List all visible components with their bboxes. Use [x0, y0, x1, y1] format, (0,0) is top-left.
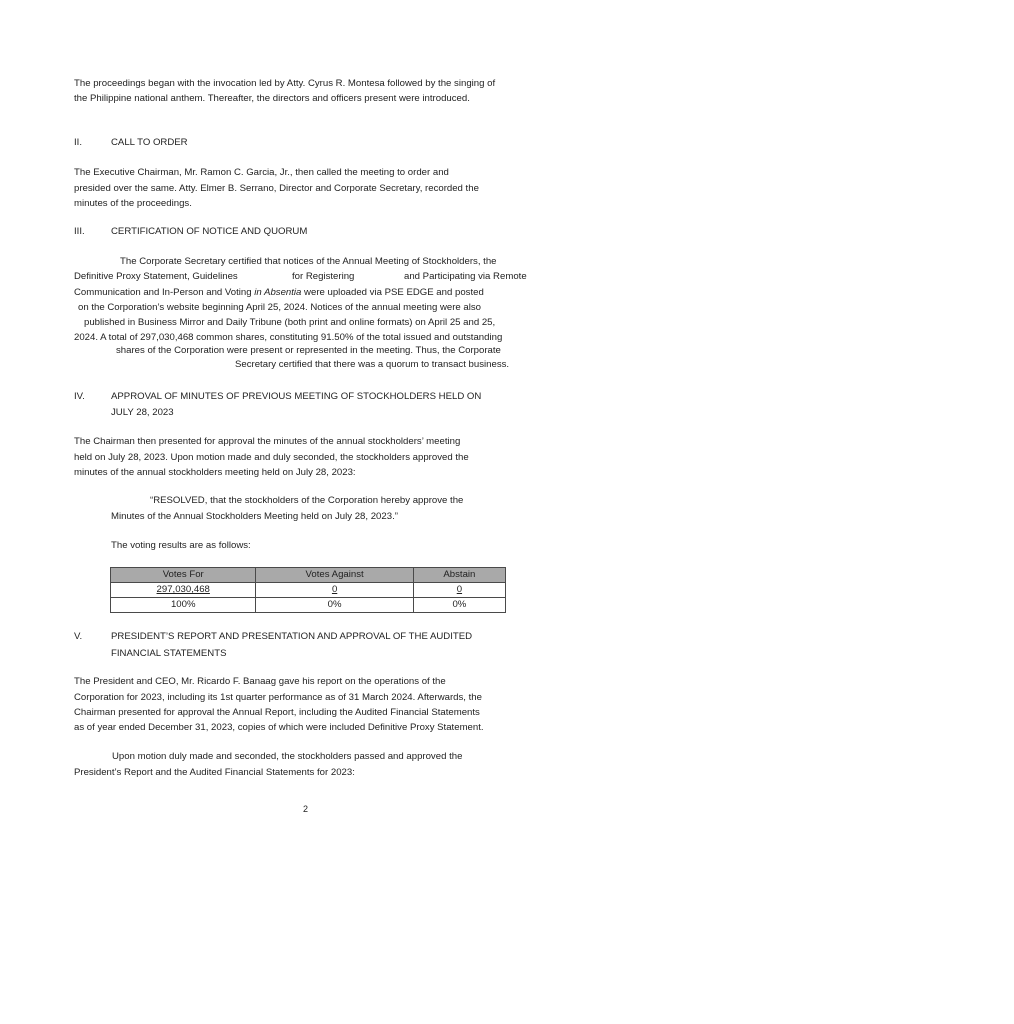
section-5-line: as of year ended December 31, 2023, copies of which were included Definitive Proxy Statement.: [74, 722, 484, 733]
section-5-para2-line-2: President’s Report and the Audited Financial Statements for 2023:: [74, 767, 355, 778]
votes-against-percent: 0%: [256, 598, 413, 613]
votes-for-percent: 100%: [111, 598, 256, 613]
section-5-number: V.: [74, 631, 83, 642]
section-2-line: presided over the same. Atty. Elmer B. Serrano, Director and Corporate Secretary, recorded the: [74, 183, 479, 194]
section-3-italic-text: in Absentia: [254, 287, 302, 298]
section-3-line: shares of the Corporation were present or represented in the meeting. Thus, the Corporate: [116, 345, 501, 356]
column-header-votes-against: Votes Against: [256, 568, 413, 583]
section-3-line: [74, 285, 484, 301]
section-3-line: The Corporate Secretary certified that notices of the Annual Meeting of Stockholders, the: [120, 256, 497, 267]
section-2-title: CALL TO ORDER: [111, 137, 188, 148]
abstain-percent: 0%: [413, 598, 505, 613]
section-3-line-segment: for Registering: [292, 271, 355, 282]
section-2-line: minutes of the proceedings.: [74, 198, 192, 209]
column-header-votes-for: Votes For: [111, 568, 256, 583]
column-header-abstain: Abstain: [413, 568, 505, 583]
votes-against-count: 0: [331, 584, 338, 595]
intro-line-1: The proceedings began with the invocation led by Atty. Cyrus R. Montesa followed by the singing of: [74, 78, 496, 89]
section-5-title-line-1: PRESIDENT’S REPORT AND PRESENTATION AND APPROVAL OF THE AUDITED: [111, 631, 473, 642]
table-row: [111, 598, 506, 613]
table-row: [111, 583, 506, 598]
section-4-number: IV.: [74, 391, 85, 402]
section-2-number: II.: [74, 137, 82, 148]
section-5-line: The President and CEO, Mr. Ricardo F. Banaag gave his report on the operations of the: [74, 676, 446, 687]
section-5-line: Corporation for 2023, including its 1st quarter performance as of 31 March 2024. Afterwards, the: [74, 692, 482, 703]
resolution-line-2: Minutes of the Annual Stockholders Meeting held on July 28, 2023.”: [111, 511, 398, 522]
votes-for-count: 297,030,468: [156, 584, 210, 595]
table-cell: [111, 583, 256, 598]
section-5-title-line-2: FINANCIAL STATEMENTS: [111, 648, 227, 659]
table-cell: [256, 583, 413, 598]
section-5-line: Chairman presented for approval the Annual Report, including the Audited Financial Statements: [74, 707, 480, 718]
abstain-count: 0: [456, 584, 463, 595]
section-3-line-segment: Definitive Proxy Statement, Guidelines: [74, 271, 238, 282]
resolution-line-1: “RESOLVED, that the stockholders of the Corporation hereby approve the: [150, 495, 464, 506]
section-4-line: held on July 28, 2023. Upon motion made and duly seconded, the stockholders approved the: [74, 452, 469, 463]
section-3-number: III.: [74, 226, 85, 237]
table-cell: [413, 583, 505, 598]
section-4-title-line-2: JULY 28, 2023: [111, 407, 174, 418]
section-5-para2-line-1: Upon motion duly made and seconded, the stockholders passed and approved the: [112, 751, 463, 762]
section-3-line: on the Corporation’s website beginning April 25, 2024. Notices of the annual meeting were also: [78, 302, 482, 313]
section-3-line: 2024. A total of 297,030,468 common shares, constituting 91.50% of the total issued and outstanding: [74, 332, 503, 343]
section-3-line: published in Business Mirror and Daily Tribune (both print and online formats) on April 25 and 25,: [84, 317, 496, 328]
table-header-row: [111, 568, 506, 583]
section-4-line: minutes of the annual stockholders meeting held on July 28, 2023:: [74, 467, 356, 478]
section-3-text: Communication and In-Person and Voting: [74, 287, 255, 298]
section-3-text: were uploaded via PSE EDGE and posted: [301, 287, 484, 298]
section-4-line: The Chairman then presented for approval the minutes of the annual stockholders’ meeting: [74, 436, 461, 447]
voting-results-intro: The voting results are as follows:: [111, 540, 251, 551]
section-3-line-segment: and Participating via Remote: [404, 271, 527, 282]
intro-line-2: the Philippine national anthem. Thereafter, the directors and officers present were introduced.: [74, 93, 470, 104]
section-3-title: CERTIFICATION OF NOTICE AND QUORUM: [111, 226, 308, 237]
page-number: 2: [303, 804, 309, 814]
voting-results-table: [110, 567, 506, 613]
section-4-title-line-1: APPROVAL OF MINUTES OF PREVIOUS MEETING OF STOCKHOLDERS HELD ON: [111, 391, 482, 402]
section-3-line: Secretary certified that there was a quorum to transact business.: [235, 359, 510, 370]
section-2-line: The Executive Chairman, Mr. Ramon C. Garcia, Jr., then called the meeting to order and: [74, 167, 449, 178]
